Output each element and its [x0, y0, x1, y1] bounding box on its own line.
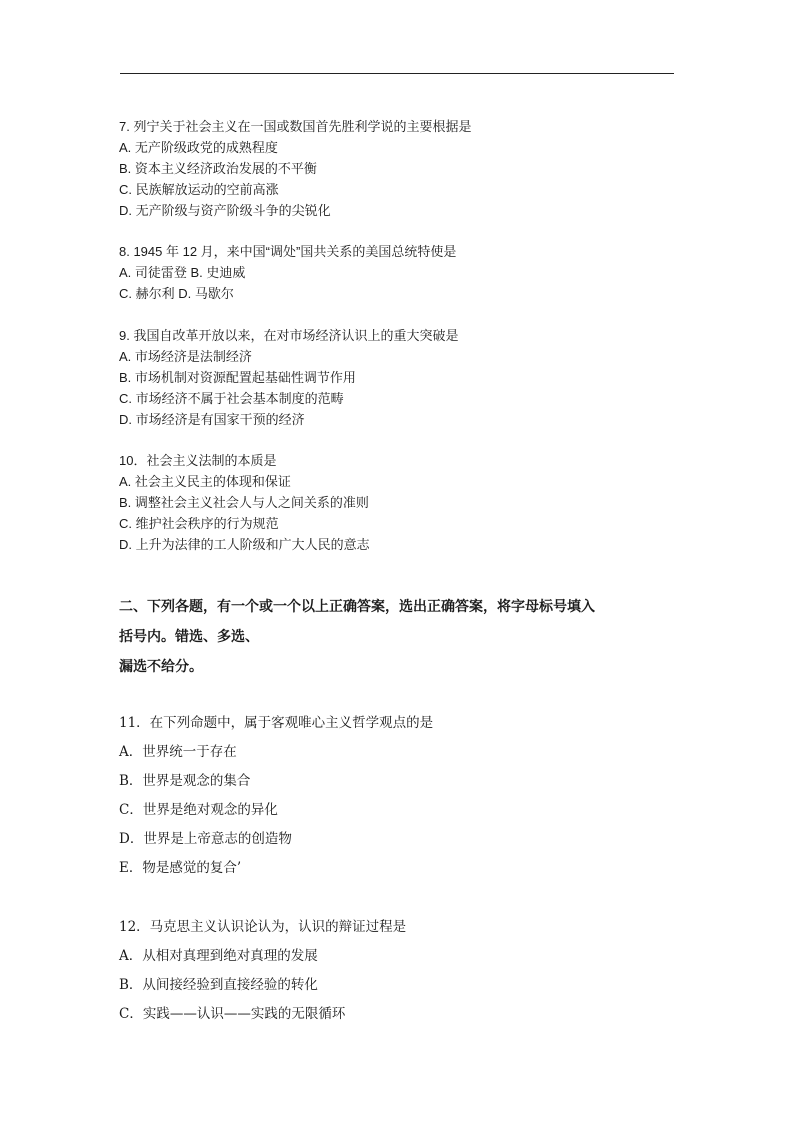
option-d: D. 无产阶级与资产阶级斗争的尖锐化: [119, 203, 331, 218]
option-c: C．世界是绝对观念的异化: [119, 802, 278, 818]
option-b: B. 市场机制对资源配置起基础性调节作用: [119, 370, 356, 385]
option-a: A. 社会主义民主的体现和保证: [119, 474, 291, 489]
section-heading-line-2: 括号内。错选、多选、: [119, 629, 259, 645]
option-a: A. 无产阶级政党的成熟程度: [119, 140, 278, 155]
question-8: [119, 241, 679, 304]
question-7: [119, 116, 679, 221]
section-heading-line-1: 二、下列各题，有一个或一个以上正确答案，选出正确答案，将字母标号填入: [119, 599, 595, 615]
option-a-b: A. 司徒雷登 B. 史迪威: [119, 265, 246, 280]
option-b: B．从间接经验到直接经验的转化: [119, 977, 318, 993]
question-stem: 9. 我国自改革开放以来，在对市场经济认识上的重大突破是: [119, 328, 459, 343]
option-d: D. 市场经济是有国家干预的经济: [119, 412, 305, 427]
question-stem: 8. 1945 年 12 月，来中国“调处”国共关系的美国总统特使是: [119, 244, 457, 259]
question-stem: 11．在下列命题中，属于客观唯心主义哲学观点的是: [119, 715, 434, 731]
option-a: A．世界统一于存在: [119, 744, 237, 760]
option-d: D. 上升为法律的工人阶级和广大人民的意志: [119, 537, 370, 552]
question-12: [119, 913, 679, 1029]
question-9: [119, 325, 679, 430]
option-c: C. 维护社会秩序的行为规范: [119, 516, 279, 531]
option-c: C．实践——认识——实践的无限循环: [119, 1006, 346, 1022]
option-c: C. 民族解放运动的空前高涨: [119, 182, 279, 197]
question-11: [119, 709, 679, 883]
option-a: A．从相对真理到绝对真理的发展: [119, 948, 318, 964]
option-b: B. 调整社会主义社会人与人之间关系的准则: [119, 495, 369, 510]
option-e: E．物是感觉的复合’: [119, 860, 242, 876]
section-heading-line-3: 漏选不给分。: [119, 659, 203, 675]
section-2-instructions: [119, 592, 679, 682]
question-stem: 7. 列宁关于社会主义在一国或数国首先胜利学说的主要根据是: [119, 119, 472, 134]
option-a: A. 市场经济是法制经济: [119, 349, 252, 364]
option-d: D．世界是上帝意志的创造物: [119, 831, 292, 847]
question-10: [119, 450, 679, 555]
option-c-d: C. 赫尔利 D. 马歇尔: [119, 286, 234, 301]
question-stem: 12．马克思主义认识论认为，认识的辩证过程是: [119, 919, 407, 935]
option-b: B. 资本主义经济政治发展的不平衡: [119, 161, 317, 176]
option-c: C. 市场经济不属于社会基本制度的范畴: [119, 391, 344, 406]
option-b: B．世界是观念的集合: [119, 773, 251, 789]
header-rule: [120, 73, 674, 74]
question-stem: 10．社会主义法制的本质是: [119, 453, 277, 468]
